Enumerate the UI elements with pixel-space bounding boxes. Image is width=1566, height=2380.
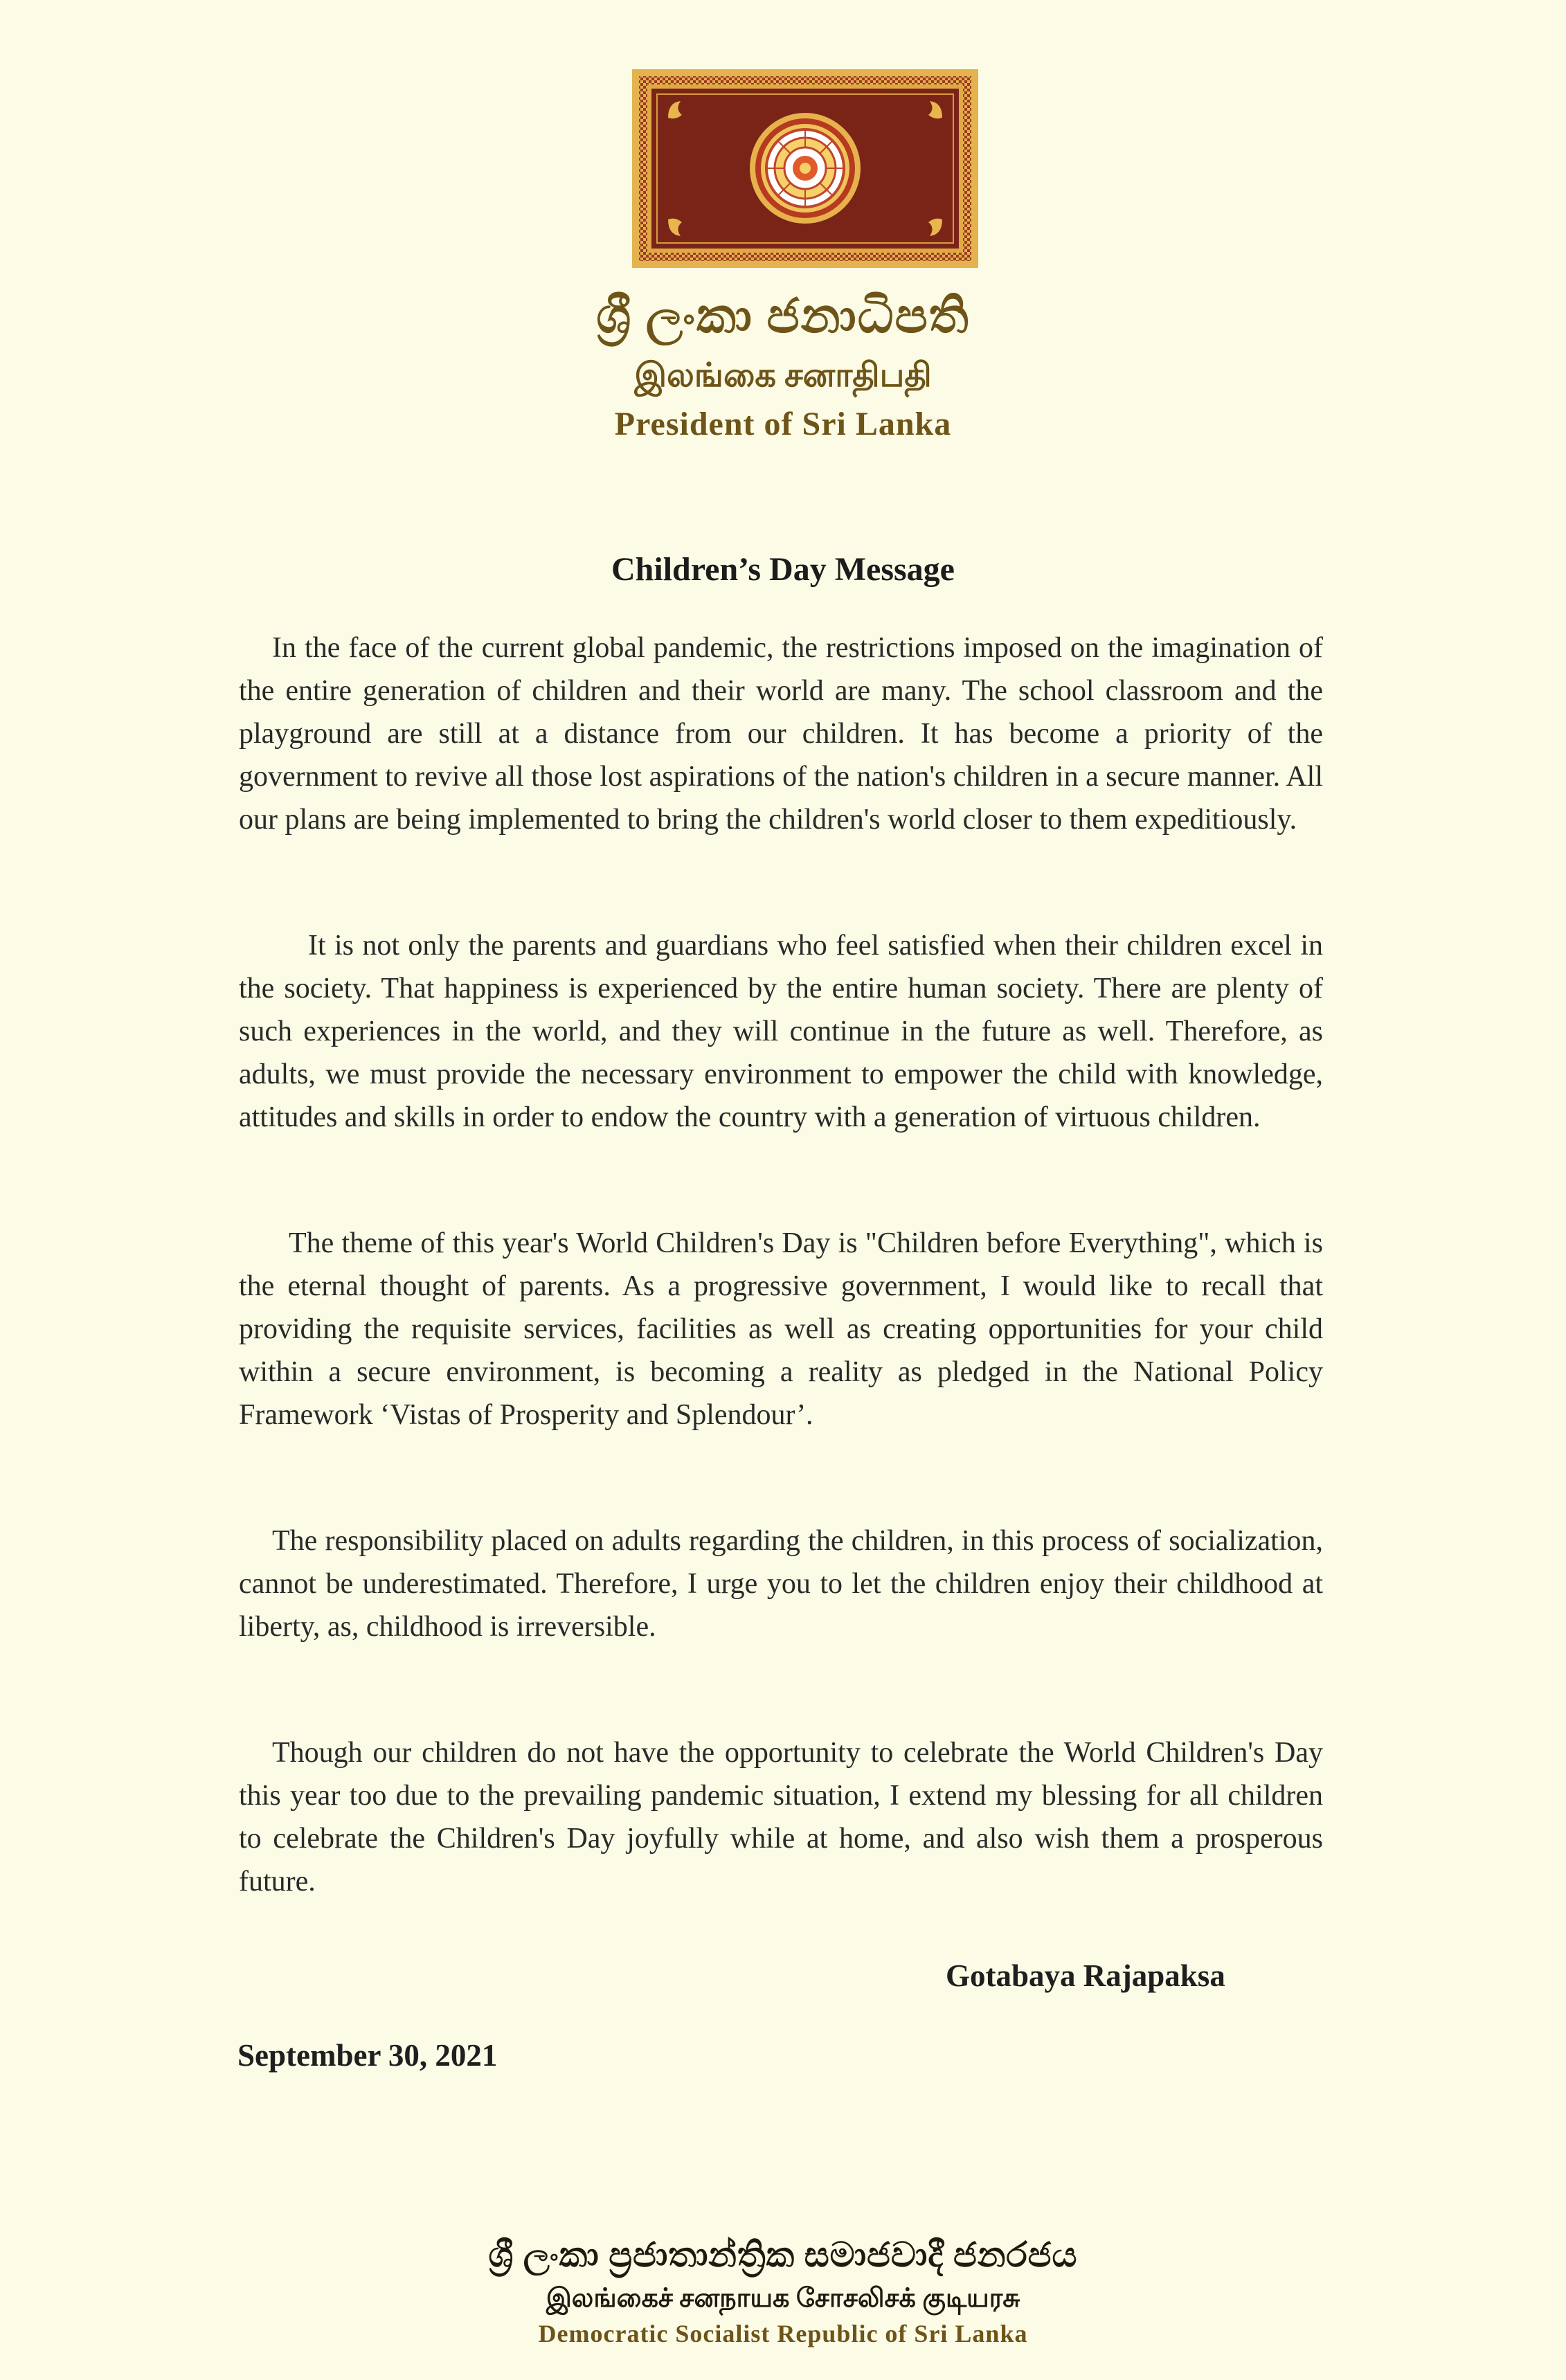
message-paragraph-4: The responsibility placed on adults regarding the children, in this process of socialization, cannot be underestimated. Therefore, I urge you to let the children enjoy their childhood at liberty, as, childhood is irreversible. xyxy=(239,1525,1323,1643)
message-paragraph-3: The theme of this year's World Children's Day is "Children before Everything", which is the eternal thought of parents. As a progressive government, I would like to recall that providing the requisite services, facilities as well as creating opportunities for your child within a secure environment, is becoming a reality as pledged in the National Policy Framework ‘Vistas of Prosperity and Splendour’. xyxy=(239,1227,1323,1431)
document-title: Children’s Day Message xyxy=(611,551,955,588)
message-body xyxy=(239,626,1323,1986)
message-paragraph-1: In the face of the current global pandemic, the restrictions imposed on the imagination of the entire generation of children and their world are many. The school classroom and the playground are still at a distance from our children. It has become a priority of the government to revive all those lost aspirations of the nation's children in a secure manner. All our plans are being implemented to bring the children's world closer to them expeditiously. xyxy=(239,632,1323,836)
message-paragraph-2: It is not only the parents and guardians who feel satisfied when their children excel in the society. That happiness is experienced by the entire human society. There are plenty of such experiences in the world, and they will continue in the future as well. Therefore, as adults, we must provide the necessary environment to empower the child with knowledge, attitudes and skills in order to endow the country with a generation of virtuous children. xyxy=(239,930,1323,1133)
footer-english-title: Democratic Socialist Republic of Sri Lanka xyxy=(538,2320,1028,2347)
letterhead-english-title: President of Sri Lanka xyxy=(614,406,952,442)
message-paragraph-5: Though our children do not have the opportunity to celebrate the World Children's Day this year too due to the prevailing pandemic situation, I extend my blessing for all children to celebrate the Children's Day joyfully while at home, and also wish them a prosperous future. xyxy=(239,1737,1323,1897)
footer-tamil-title: இலங்கைச் சனநாயக சோசலிசக் குடியரசு xyxy=(546,2284,1020,2313)
letterhead-sinhala-title: ශ්‍රී ලංකා ජනාධිපති xyxy=(596,290,970,343)
signer-name: Gotabaya Rajapaksa xyxy=(946,1958,1225,1993)
letterhead-tamil-title: இலங்கை சனாதிபதி xyxy=(634,357,932,394)
presidential-flag-emblem xyxy=(632,69,978,268)
footer-sinhala-title: ශ්‍රී ලංකා ප්‍රජාතාන්ත්‍රික සමාජවාදී ජනරජය xyxy=(488,2235,1078,2274)
document-date: September 30, 2021 xyxy=(237,2038,498,2073)
